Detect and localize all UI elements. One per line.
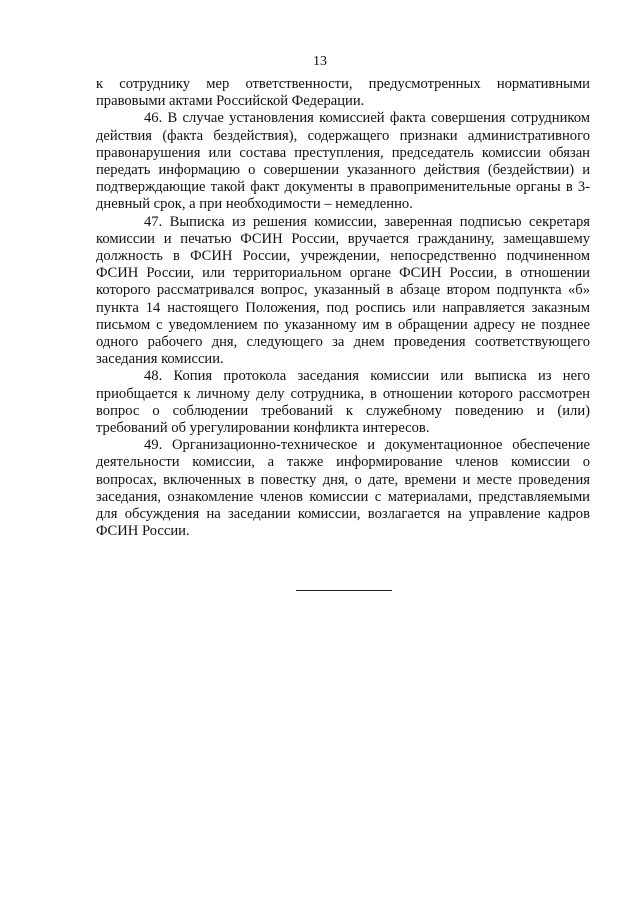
- paragraph-46: 46. В случае установления комиссией факта совершения сотрудником действия (факта бездействия), содержащего признаки административного правонарушения или состава преступления, председатель комиссии обязан передать информацию о совершении указанного действия (бездействии) и подтверждающие такой факт документы в правоприменительные органы в 3-дневный срок, а при необходимости – немедленно.: [96, 110, 590, 213]
- paragraph-49: 49. Организационно-техническое и документационное обеспечение деятельности комиссии, а также информирование членов комиссии о вопросах, включенных в повестку дня, о дате, времени и месте проведения заседания, ознакомление членов комиссии с материалами, представляемыми для обсуждения на заседании комиссии, возлагается на управление кадров ФСИН России.: [96, 437, 590, 540]
- paragraph-47: 47. Выписка из решения комиссии, заверенная подписью секретаря комиссии и печатью ФСИН России, вручается гражданину, замещавшему должность в ФСИН России, учреждении, непосредственно подчиненном ФСИН России, или территориальном органе ФСИН России, в отношении которого рассматривался вопрос, указанный в абзаце втором подпункта «б» пункта 14 настоящего Положения, под роспись или направляется заказным письмом с уведомлением по указанному им в обращении адресу не позднее одного рабочего дня, следующего за днем проведения соответствующего заседания комиссии.: [96, 213, 590, 368]
- document-body: [96, 76, 590, 540]
- page-number: 13: [313, 54, 327, 69]
- paragraph-continuation: к сотруднику мер ответственности, предусмотренных нормативными правовыми актами Российской Федерации.: [96, 76, 590, 110]
- end-separator-line: [296, 590, 392, 591]
- paragraph-48: 48. Копия протокола заседания комиссии или выписка из него приобщается к личному делу сотрудника, в отношении которого рассмотрен вопрос о соблюдении требований к служебному поведению и (или) требований об урегулировании конфликта интересов.: [96, 368, 590, 437]
